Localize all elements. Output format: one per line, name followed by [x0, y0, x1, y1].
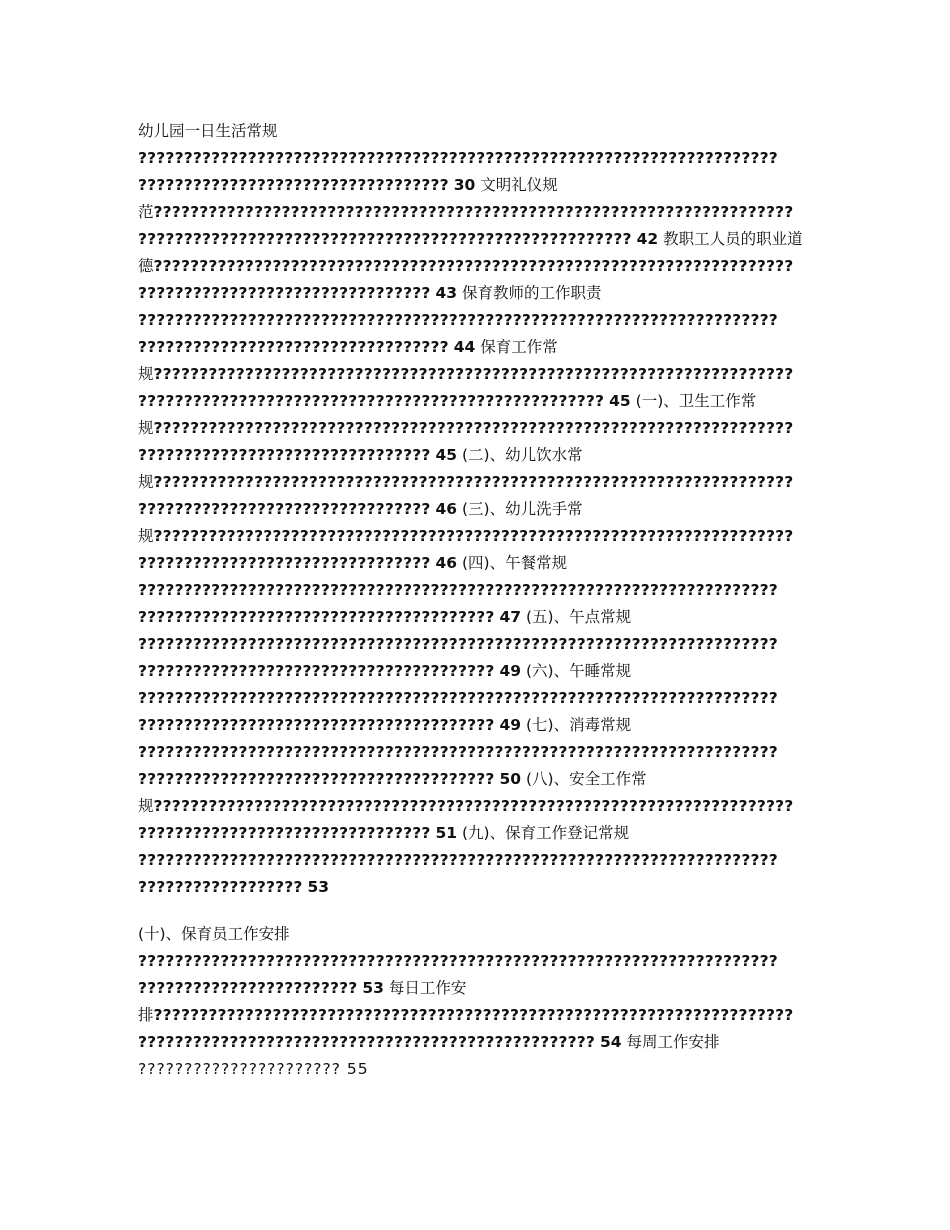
toc-entry-line-1: [138, 307, 818, 334]
toc-page-number: 45: [609, 392, 631, 410]
toc-page-number: 54: [600, 1033, 622, 1051]
section-gap: [138, 901, 818, 921]
toc-entry-line-1: [138, 469, 818, 496]
toc-entry-line-2: [138, 604, 818, 631]
toc-leader-tail: ???????????????????????????????????????: [138, 770, 495, 788]
toc-entry-line-2: [138, 712, 818, 739]
toc-page-number: 43: [435, 284, 458, 302]
toc-page-number: 50: [499, 770, 522, 788]
toc-page-number: 51: [435, 824, 458, 842]
toc-leader: ??????????????????????????????????????????????????????????????????????: [153, 797, 794, 815]
toc-next-title: (八)、安全工作常: [525, 770, 647, 788]
toc-entry-head: 德: [138, 257, 154, 275]
toc-leader: ??????????????????????????????????????????????????????????????????????: [153, 257, 794, 275]
toc-next-title: (九)、保育工作登记常规: [461, 824, 630, 842]
toc-next-title: 每周工作安排: [626, 1033, 720, 1051]
toc-entry-head: 范: [138, 203, 154, 221]
toc-entry-head: 规: [138, 797, 154, 815]
toc-entry-line-2: [138, 280, 818, 307]
toc-entry-line-2: [138, 334, 818, 361]
toc-entry-line-2: [138, 550, 818, 577]
toc-entry-line-2: [138, 975, 818, 1002]
toc-leader: ??????????????????????????????????????????????????????????????????????: [138, 689, 778, 707]
toc-entry-line-2: [138, 820, 818, 847]
toc-entry-line-2: [138, 874, 818, 901]
toc-next-title: (五)、午点常规: [525, 608, 632, 626]
toc-entries: [138, 145, 818, 901]
toc-leader-tail: ????????????????????????: [138, 979, 358, 997]
toc-page: [138, 118, 818, 1083]
toc-leader: ??????????????????????????????????????????????????????????????????????: [138, 149, 778, 167]
toc-leader-tail: ????????????????????????????????: [138, 824, 431, 842]
toc-leader: ??????????????????????????????????????????????????????????????????????: [138, 851, 778, 869]
toc-entry-line-1: [138, 523, 818, 550]
toc-next-title: (三)、幼儿洗手常: [461, 500, 583, 518]
toc-leader-tail: ???????????????????????????????????????????????????: [138, 392, 605, 410]
toc-entry-line-2: [138, 442, 818, 469]
toc-leader-tail: ??????????????????????????????????????????????????????: [138, 230, 632, 248]
toc-leader-tail: ??????????????????: [138, 878, 303, 896]
toc-entry-head: 规: [138, 365, 154, 383]
toc-leader-tail: ????????????????????????????????: [138, 446, 431, 464]
toc-leader-tail: ???????????????????????????????????????: [138, 716, 495, 734]
toc-leader: ??????????????????????????????????????????????????????????????????????: [138, 635, 778, 653]
toc-leader: ??????????????????????????????????????????????????????????????????????: [153, 527, 794, 545]
toc-entry-line-1: [138, 577, 818, 604]
toc-next-title: 文明礼仪规: [480, 176, 558, 194]
toc-entry-line-2: [138, 496, 818, 523]
toc-entry-line-1: [138, 199, 818, 226]
toc-entries-2: [138, 948, 818, 1056]
toc-leader: ??????????????????????????????????????????????????????????????????????: [153, 365, 794, 383]
toc-next-title: (一)、卫生工作常: [635, 392, 757, 410]
toc-leader: ??????????????????????????????????????????????????????????????????????: [153, 203, 794, 221]
toc-entry-line-1: [138, 685, 818, 712]
toc-next-title: (六)、午睡常规: [525, 662, 632, 680]
toc-leader-tail: ????????????????????????????????: [138, 500, 431, 518]
toc-next-title: 保育工作常: [480, 338, 558, 356]
toc-leader-tail: ????????????????????????????????: [138, 284, 431, 302]
toc-page-number: 49: [499, 662, 522, 680]
toc-page-number: 44: [453, 338, 476, 356]
toc-next-title: 保育教师的工作职责: [461, 284, 602, 302]
toc-entry-line-2: [138, 1029, 818, 1056]
toc-page-number: 30: [453, 176, 476, 194]
toc-entry-line-1: [138, 145, 818, 172]
toc-section-title: (十)、保育员工作安排: [138, 925, 290, 943]
toc-next-title: (二)、幼儿饮水常: [461, 446, 583, 464]
toc-leader: ??????????????????????????????????????????????????????????????????????: [138, 743, 778, 761]
toc-leader: ??????????????????????????????????????????????????????????????????????: [138, 952, 778, 970]
toc-page-number: 53: [362, 979, 384, 997]
toc-page-number: 49: [499, 716, 522, 734]
toc-entry-line-1: [138, 361, 818, 388]
toc-leader-tail: ??????????????????????????????????????????????????: [138, 1033, 596, 1051]
toc-entry-line-2: [138, 172, 818, 199]
toc-last-line: ?????????????????????? 55: [138, 1060, 369, 1078]
toc-entry-line-1: [138, 739, 818, 766]
toc-entry-line-2: [138, 658, 818, 685]
toc-leader: ??????????????????????????????????????????????????????????????????????: [138, 311, 778, 329]
toc-leader: ??????????????????????????????????????????????????????????????????????: [153, 419, 794, 437]
toc-entry-line-1: [138, 793, 818, 820]
toc-entry-line-1: [138, 948, 818, 975]
toc-entry-line-2: [138, 226, 818, 253]
toc-leader-tail: ????????????????????????????????: [138, 554, 431, 572]
toc-entry-head: 规: [138, 473, 154, 491]
toc-leader-tail: ??????????????????????????????????: [138, 338, 449, 356]
toc-entry-line-2: [138, 388, 818, 415]
toc-entry-head: 排: [138, 1006, 154, 1024]
toc-leader: ??????????????????????????????????????????????????????????????????????: [138, 581, 778, 599]
toc-entry-line-2: [138, 766, 818, 793]
toc-leader-tail: ??????????????????????????????????: [138, 176, 449, 194]
toc-page-number: 45: [435, 446, 458, 464]
toc-entry-head: 规: [138, 527, 154, 545]
toc-page-number: 42: [636, 230, 659, 248]
toc-entry-head: 规: [138, 419, 154, 437]
toc-next-title: 每日工作安: [388, 979, 467, 997]
toc-page-number: 47: [499, 608, 522, 626]
toc-leader-tail: ???????????????????????????????????????: [138, 608, 495, 626]
toc-leader: ??????????????????????????????????????????????????????????????????????: [153, 1006, 794, 1024]
toc-next-title: (四)、午餐常规: [461, 554, 568, 572]
toc-entry-line-1: [138, 253, 818, 280]
toc-entry-line-1: [138, 415, 818, 442]
toc-page-number: 46: [435, 500, 458, 518]
toc-entry-line-1: [138, 1002, 818, 1029]
toc-page-number: 46: [435, 554, 458, 572]
toc-entry-line-1: [138, 631, 818, 658]
toc-leader: ??????????????????????????????????????????????????????????????????????: [153, 473, 794, 491]
toc-page-number: 53: [307, 878, 330, 896]
toc-leader-tail: ???????????????????????????????????????: [138, 662, 495, 680]
toc-title: 幼儿园一日生活常规: [138, 122, 278, 140]
toc-next-title: (七)、消毒常规: [525, 716, 632, 734]
toc-next-title: 教职工人员的职业道: [663, 230, 803, 248]
toc-entry-line-1: [138, 847, 818, 874]
